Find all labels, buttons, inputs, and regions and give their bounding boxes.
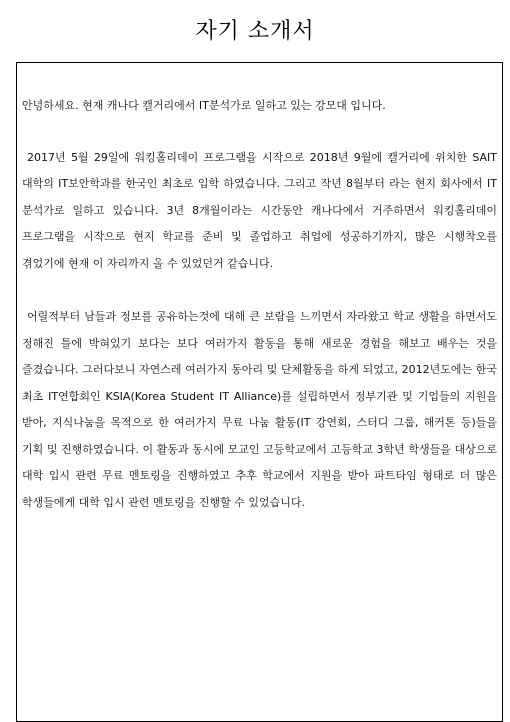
intro-paragraph: 안녕하세요. 현재 캐나다 캘거리에서 IT분석가로 일하고 있는 강모대 입니다.: [22, 99, 386, 112]
content-box: [16, 62, 503, 722]
document-title: 자기 소개서: [195, 19, 315, 44]
career-paragraph: 2017년 5월 29일에 워킹홀리데이 프로그램을 시작으로 2018년 9월에 캘거리에 위치한 SAIT 대학의 IT보안학과를 한국인 최초로 입학 하였습니다. 그리고 작년 8월부터 라는 현지 회사에서 IT 분석가로 일하고 있습니다. 3년 8개월이라는 시간동안 캐나다에서 거주하면서 워킹홀리데이 프로그램을 시작으로 현지 학교를 준비 및 졸업하고 취업에 성공하기까지, 많은 시행착오를 겪었기에 현재 이 자리까지 올 수 있었던거 같습니다.: [22, 150, 497, 270]
activities-paragraph: 어릴적부터 남들과 정보를 공유하는것에 대해 큰 보람을 느끼면서 자라왔고 학교 생활을 하면서도 정해진 틀에 박혀있기 보다는 보다 여러가지 활동을 통해 새로운 경험을 해보고 배우는 것을 즐겼습니다. 그러다보니 자연스레 여러가지 동아리 및 단체활동을 하게 되었고, 2012년도에는 한국 최초 IT연합회인 KSIA(Korea Student IT Alliance)를 설립하면서 정부기관 및 기업들의 지원을 받아, 지식나눔을 목적으로 한 여러가지 무료 나눔 활동(IT 강연회, 스터디 그룹, 해커톤 등)들을 기획 및 진행하였습니다. 이 활동과 동시에 모교인 고등학교에서 고등학교 3학년 학생들을 대상으로 대학 입시 관련 무료 멘토링을 진행하였고 추후 학교에서 지원을 받아 파트타임 형태로 더 많은 학생들에게 대학 입시 관련 멘토링을 진행할 수 있었습니다.: [22, 310, 497, 509]
